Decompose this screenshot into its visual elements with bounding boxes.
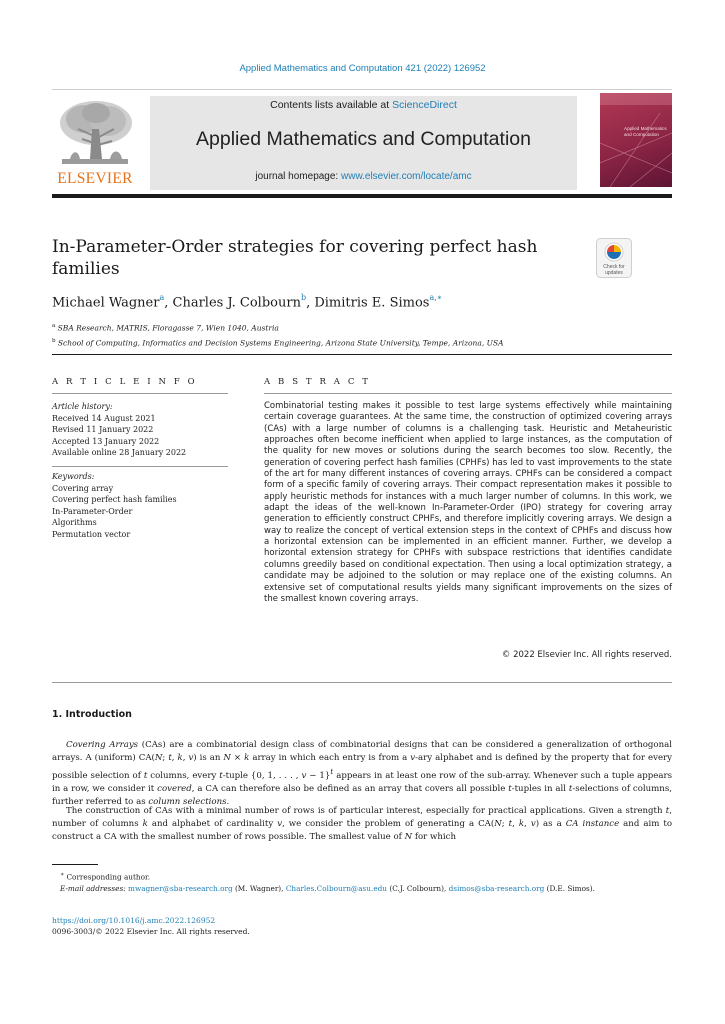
affiliation-line bbox=[52, 320, 504, 335]
email-owner: (M. Wagner), bbox=[234, 883, 284, 893]
affiliation-marker[interactable]: a,∗ bbox=[429, 293, 443, 302]
elsevier-logo[interactable] bbox=[52, 99, 138, 189]
footnote bbox=[60, 869, 672, 894]
body-paragraph bbox=[52, 739, 672, 809]
check-line1: Check for bbox=[603, 264, 625, 270]
section-heading-introduction: 1. Introduction bbox=[52, 709, 132, 720]
footnote-emails bbox=[60, 883, 672, 895]
body-paragraph bbox=[52, 805, 672, 844]
history-item: Revised 11 January 2022 bbox=[52, 425, 154, 434]
keywords bbox=[52, 471, 228, 540]
check-for-updates-icon bbox=[596, 238, 632, 278]
doi-block bbox=[52, 915, 250, 937]
history-item: Accepted 13 January 2022 bbox=[52, 436, 160, 446]
journal-title: Applied Mathematics and Computation bbox=[196, 128, 531, 150]
affiliations bbox=[52, 320, 504, 349]
affiliation-sup: a bbox=[52, 323, 56, 329]
abstract-rule bbox=[264, 393, 672, 394]
history-label: Article history: bbox=[52, 402, 113, 411]
rich-paragraph: Covering Arrays (CAs) are a combinatorial design class of combinatorial designs that can be considered a generalization of orthogonal arrays. A (uniform) CA(N; t, k, v) is an N × k array in which each entry is from a v-ary alphabet and is defined by the property that for every possible selection of t columns, every t-tuple {0, 1, . . . , v − 1}$^t$ appears in at least one row of the sub-array. Whenever such a tuple appears in a row, we consider it covered, a CA can therefore also be defined as an array that covers all possible t-tuples in all t-selections of columns, further referred to as column selections. bbox=[52, 740, 672, 807]
email-owner: (C.J. Colbourn), bbox=[389, 883, 447, 893]
author-name[interactable]: Michael Wagner bbox=[52, 295, 160, 311]
affiliation-marker[interactable]: b bbox=[300, 293, 307, 302]
footnote-marker: ∗ bbox=[60, 871, 65, 878]
journal-homepage-link[interactable]: www.elsevier.com/locate/amc bbox=[341, 171, 472, 182]
article-info-heading: A R T I C L E I N F O bbox=[52, 377, 198, 387]
email-link[interactable]: Charles.Colbourn@asu.edu bbox=[285, 883, 388, 893]
keyword-item: In-Parameter-Order bbox=[52, 506, 133, 516]
author-list: Michael Wagner$^a$, Charles J. Colbourn$^b$, Dimitris E. Simos$^{a,∗}$ bbox=[52, 293, 443, 311]
affiliation-text: School of Computing, Informatics and Decision Systems Engineering, Arizona State University, Tempe, Arizona, USA bbox=[57, 338, 504, 347]
check-for-updates-badge[interactable] bbox=[596, 238, 632, 278]
history-item: Received 14 August 2021 bbox=[52, 413, 156, 423]
article-history bbox=[52, 401, 228, 459]
journal-citation[interactable]: Applied Mathematics and Computation 421 (2022) 126952 bbox=[239, 63, 486, 74]
abstract-bottom-rule bbox=[52, 682, 672, 683]
check-line2: updates bbox=[605, 270, 623, 276]
affiliation-text: SBA Research, MATRIS, Floragasse 7, Wien 1040, Austria bbox=[57, 323, 279, 333]
article-info-rule bbox=[52, 393, 228, 394]
keyword-item: Permutation vector bbox=[52, 529, 131, 539]
author-name[interactable]: Dimitris E. Simos bbox=[314, 295, 430, 311]
keyword-item: Algorithms bbox=[52, 518, 97, 527]
keyword-item: Covering array bbox=[52, 483, 114, 493]
abstract-copyright: © 2022 Elsevier Inc. All rights reserved. bbox=[501, 650, 672, 660]
contents-prefix: Contents lists available at bbox=[270, 99, 393, 111]
doi-link[interactable]: https://doi.org/10.1016/j.amc.2022.126952 bbox=[52, 916, 216, 925]
keyword-item: Covering perfect hash families bbox=[52, 495, 177, 504]
footnote-corresponding bbox=[60, 869, 672, 883]
abstract-heading: A B S T R A C T bbox=[264, 377, 371, 387]
keywords-rule bbox=[52, 466, 228, 467]
homepage-line bbox=[150, 171, 577, 182]
email-label: E-mail addresses: bbox=[60, 883, 126, 893]
affiliation-marker[interactable]: a bbox=[159, 293, 165, 302]
rich-paragraph: The construction of CAs with a minimal number of rows is of particular interest, especially for practical applications. Given a strength t, number of columns k and alphabet of cardinality v, we consider the problem of generating a CA(N; t, k, v) as a CA instance and aim to construct a CA with the smallest number of rows possible. The smallest value of N for which bbox=[52, 806, 672, 842]
journal-cover-thumbnail[interactable] bbox=[600, 93, 672, 187]
affiliation-rule bbox=[52, 354, 672, 355]
header-rule bbox=[52, 89, 672, 90]
contents-line bbox=[150, 99, 577, 111]
header-thick-rule bbox=[52, 194, 672, 198]
footnote-rule bbox=[52, 864, 98, 865]
publisher-wordmark: ELSEVIER bbox=[57, 170, 133, 187]
issn-line: 0096-3003/© 2022 Elsevier Inc. All rights reserved. bbox=[52, 927, 250, 936]
cover-title: Applied Mathematics and Computation bbox=[624, 126, 667, 137]
article-title: In-Parameter-Order strategies for covering perfect hash families bbox=[52, 237, 538, 279]
email-owner: (D.E. Simos). bbox=[546, 883, 595, 893]
author-name[interactable]: Charles J. Colbourn bbox=[172, 295, 301, 311]
cover-pattern-icon bbox=[600, 93, 672, 187]
homepage-prefix: journal homepage: bbox=[255, 171, 341, 182]
affiliation-sup: b bbox=[52, 337, 56, 344]
email-link[interactable]: dsimos@sba-research.org bbox=[448, 883, 545, 893]
keywords-label: Keywords: bbox=[52, 472, 95, 481]
history-item: Available online 28 January 2022 bbox=[52, 448, 187, 457]
sciencedirect-link[interactable]: ScienceDirect bbox=[392, 99, 457, 111]
email-link[interactable]: mwagner@sba-research.org bbox=[128, 883, 233, 893]
affiliation-line bbox=[52, 335, 504, 350]
abstract-text: Combinatorial testing makes it possible to test large systems effectively while maintaining certain coverage guarantees. At the same time, the construction of optimized covering arrays (CAs) with a large number of columns is a challenging task. Heuristic and Metaheuristic approaches often become inefficient when applied to large instances, as the computation of the quality for new moves or solutions during the search becomes too slow. Recently, the generation of covering perfect hash families (CPHFs) has led to vast improvements to the state of the art for many different instances of covering arrays. CPHFs can be considered a compact form of a specific family of covering arrays. Their compact representation makes it possible to apply heuristic methods for instances with a much larger number of columns. In this work, we adapt the ideas of the well-known In-Parameter-Order (IPO) strategy for covering array generation to efficiently construct CPHFs, and therefore implicitly covering arrays. We design a way to realize the concept of vertical extension steps in the context of CPHFs and discuss how a horizontal extension can be implemented in an efficient manner. Further, we develop a horizontal extension strategy for CPHFs with subspace restrictions that identifies candidate columns greedily based on conditional expectation. Then using a local optimization strategy, a candidate may be adjoined to the solution or may replace one of the existing columns. An extensive set of computational results yields many significant improvements on the sizes of the smallest known covering arrays. bbox=[264, 401, 672, 604]
corresponding-text: Corresponding author. bbox=[66, 872, 151, 882]
elsevier-tree-icon bbox=[52, 99, 138, 171]
